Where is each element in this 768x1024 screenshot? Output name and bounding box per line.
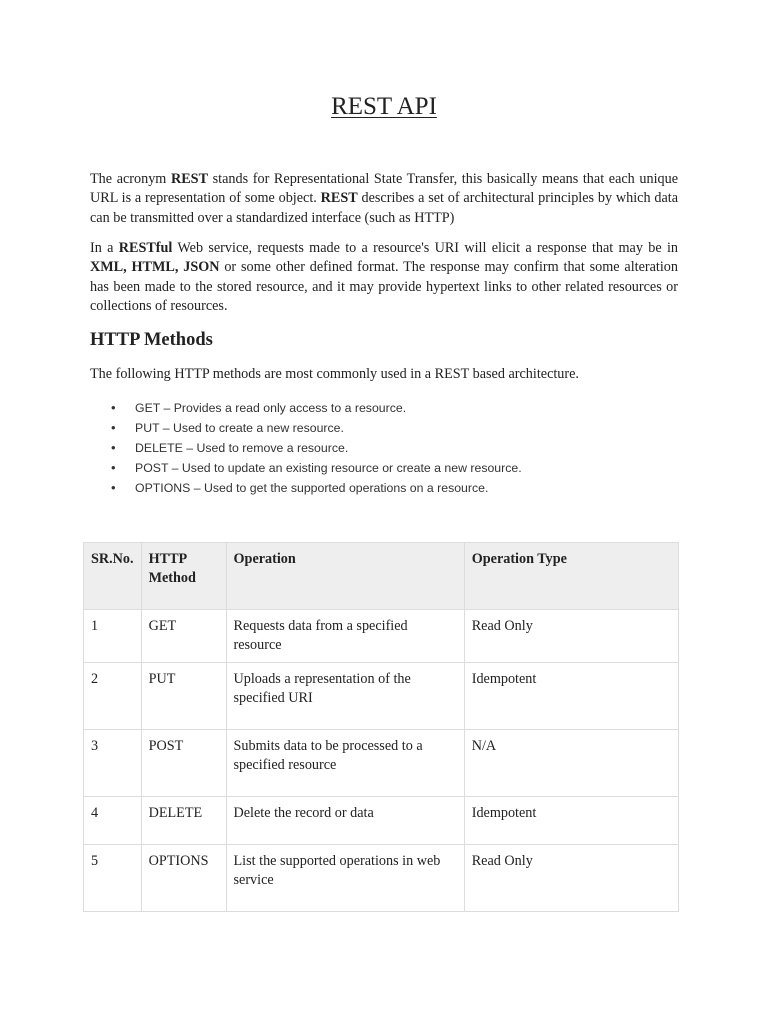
page-title-text: REST API bbox=[331, 93, 437, 120]
cell-operation-type: Idempotent bbox=[464, 797, 678, 845]
list-item-text: DELETE – Used to remove a resource. bbox=[135, 441, 349, 455]
cell-http-method: POST bbox=[141, 730, 226, 797]
table-row bbox=[84, 610, 679, 663]
restful-service-paragraph bbox=[90, 239, 678, 316]
cell-operation-type: Read Only bbox=[464, 845, 678, 912]
cell-operation: Uploads a representation of the specified URI bbox=[226, 663, 464, 730]
cell-http-method: PUT bbox=[141, 663, 226, 730]
cell-operation-type: Idempotent bbox=[464, 663, 678, 730]
paragraph-text: stands for Representational State Transfer, this basically means that each unique URL is a representation of some object. bbox=[90, 171, 679, 207]
section-heading: HTTP Methods bbox=[90, 330, 213, 350]
list-item bbox=[90, 478, 690, 498]
table-row bbox=[84, 845, 679, 912]
cell-http-method: OPTIONS bbox=[141, 845, 226, 912]
bullet-icon: • bbox=[111, 440, 116, 455]
http-methods-table bbox=[83, 542, 679, 912]
list-item-text: GET – Provides a read only access to a resource. bbox=[135, 401, 407, 415]
paragraph-text: describes a set of architectural principles by which data can be transmitted over a standardized interface (such as HTTP) bbox=[90, 190, 678, 226]
list-item bbox=[90, 418, 690, 438]
methods-intro: The following HTTP methods are most commonly used in a REST based architecture. bbox=[90, 366, 579, 382]
bullet-icon: • bbox=[111, 460, 116, 475]
table-row bbox=[84, 797, 679, 845]
paragraph-text: or some other defined format. The response may confirm that some alteration has been made to the stored resource, and it may provide hypertext links to other related resources or collections of resources. bbox=[90, 259, 678, 314]
header-operation: Operation bbox=[226, 543, 464, 610]
list-item-text: OPTIONS – Used to get the supported operations on a resource. bbox=[135, 481, 489, 495]
table-row bbox=[84, 663, 679, 730]
cell-sr-no: 1 bbox=[84, 610, 142, 663]
cell-http-method: DELETE bbox=[141, 797, 226, 845]
page-title bbox=[0, 92, 768, 122]
list-item-text: POST – Used to update an existing resource or create a new resource. bbox=[135, 461, 522, 475]
table-row bbox=[84, 730, 679, 797]
cell-operation: Delete the record or data bbox=[226, 797, 464, 845]
cell-operation-type: N/A bbox=[464, 730, 678, 797]
cell-operation: Requests data from a specified resource bbox=[226, 610, 464, 663]
list-item bbox=[90, 458, 690, 478]
header-operation-type: Operation Type bbox=[464, 543, 678, 610]
bullet-icon: • bbox=[111, 420, 116, 435]
list-item bbox=[90, 438, 690, 458]
paragraph-text: In a bbox=[90, 240, 119, 256]
paragraph-bold-text: REST bbox=[170, 171, 209, 187]
cell-sr-no: 4 bbox=[84, 797, 142, 845]
paragraph-text: The acronym bbox=[90, 171, 171, 187]
bullet-icon: • bbox=[111, 480, 116, 495]
list-item bbox=[90, 398, 690, 418]
rest-definition-paragraph bbox=[90, 170, 678, 228]
paragraph-bold-text: RESTful bbox=[118, 240, 173, 256]
list-item-text: PUT – Used to create a new resource. bbox=[135, 421, 344, 435]
paragraph-bold-text: XML, HTML, JSON bbox=[90, 259, 220, 276]
table-header-row bbox=[84, 543, 679, 610]
http-methods-list bbox=[90, 398, 690, 498]
header-sr-no: SR.No. bbox=[84, 543, 142, 610]
cell-operation-type: Read Only bbox=[464, 610, 678, 663]
cell-operation: Submits data to be processed to a specified resource bbox=[226, 730, 464, 797]
paragraph-text: Web service, requests made to a resource's URI will elicit a response that may be in bbox=[172, 240, 678, 256]
cell-sr-no: 5 bbox=[84, 845, 142, 912]
cell-http-method: GET bbox=[141, 610, 226, 663]
cell-operation: List the supported operations in web service bbox=[226, 845, 464, 912]
cell-sr-no: 3 bbox=[84, 730, 142, 797]
bullet-icon: • bbox=[111, 400, 116, 415]
cell-sr-no: 2 bbox=[84, 663, 142, 730]
header-http-method: HTTP Method bbox=[141, 543, 226, 610]
paragraph-bold-text: REST bbox=[320, 190, 358, 207]
